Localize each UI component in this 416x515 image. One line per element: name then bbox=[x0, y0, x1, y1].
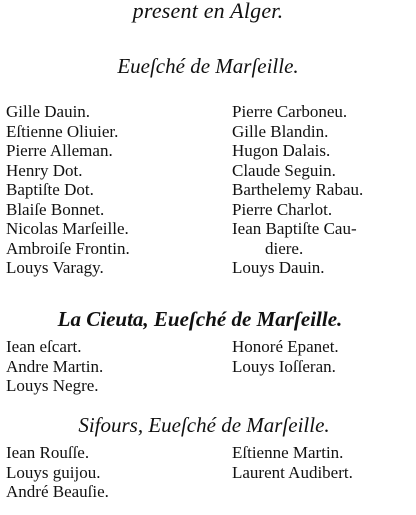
name-line: Gille Blandin. bbox=[232, 121, 329, 141]
name-line: Iean Rouſſe. bbox=[6, 443, 90, 462]
name-line: Andre Martin. bbox=[6, 356, 104, 376]
name-line-continuation: diere. bbox=[265, 238, 304, 258]
name-line: Eſtienne Martin. bbox=[232, 443, 344, 462]
name-line: Pierre Carboneu. bbox=[232, 102, 348, 121]
page-heading: present en Alger. bbox=[132, 0, 284, 23]
name-line: Eſtienne Oliuier. bbox=[6, 121, 119, 141]
name-line: Iean eſcart. bbox=[6, 337, 82, 356]
section-title-sifours: Sifours, Eueſché de Marſeille. bbox=[78, 413, 330, 437]
name-line: Louys Varagy. bbox=[6, 258, 104, 277]
name-line: Louys Negre. bbox=[6, 376, 99, 395]
section-sifours-left-column bbox=[6, 443, 109, 502]
name-line: Barthelemy Rabau. bbox=[232, 180, 364, 199]
name-line: Louys Ioſſeran. bbox=[232, 356, 336, 376]
section-title-la-cieuta: La Cieuta, Eueſché de Marſeille. bbox=[57, 307, 343, 331]
name-line: Claude Seguin. bbox=[232, 160, 336, 180]
name-line: Henry Dot. bbox=[6, 160, 83, 180]
name-line: André Beauſie. bbox=[6, 482, 109, 501]
name-line: Hugon Dalais. bbox=[232, 141, 331, 160]
name-line: Ambroiſe Frontin. bbox=[6, 238, 130, 258]
name-line: Nicolas Marſeille. bbox=[6, 219, 129, 238]
name-line: Blaiſe Bonnet. bbox=[6, 199, 105, 219]
name-line: Laurent Audibert. bbox=[232, 462, 353, 482]
section-marseille-right-column bbox=[232, 102, 363, 278]
name-line: Pierre Charlot. bbox=[232, 199, 333, 219]
name-line: Iean Baptiſte Cau- bbox=[232, 219, 357, 238]
name-line: Pierre Alleman. bbox=[6, 141, 113, 160]
section-marseille-left-column bbox=[6, 102, 130, 278]
name-line: Louys guijou. bbox=[6, 462, 101, 482]
section-sifours-right-column bbox=[232, 443, 353, 482]
section-la-cieuta-right-column bbox=[232, 337, 339, 376]
section-la-cieuta-left-column bbox=[6, 337, 103, 396]
section-title-marseille: Eueſché de Marſeille. bbox=[117, 54, 299, 78]
name-line: Honoré Epanet. bbox=[232, 337, 339, 356]
name-line: Louys Dauin. bbox=[232, 258, 325, 277]
name-line: Baptiſte Dot. bbox=[6, 180, 94, 199]
name-line: Gille Dauin. bbox=[6, 102, 91, 121]
